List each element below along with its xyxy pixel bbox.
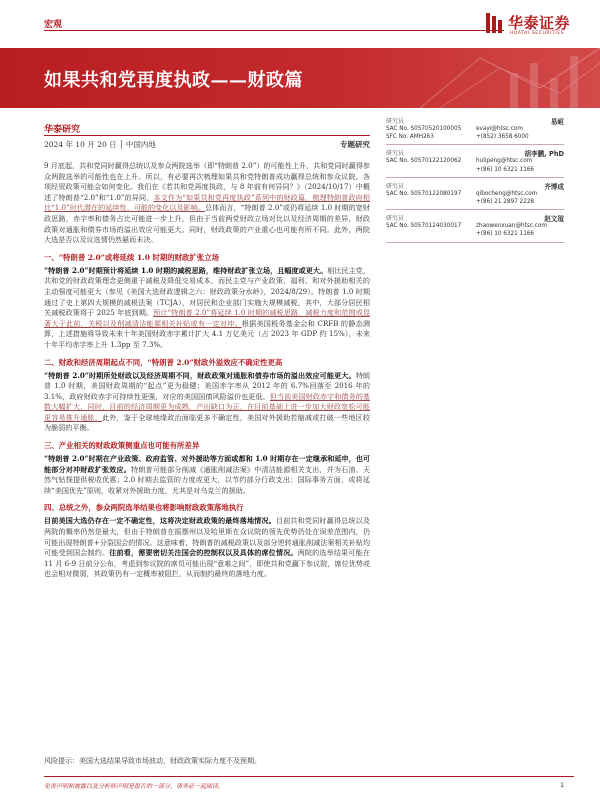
footer-divider: [44, 776, 574, 777]
report-date: 2024 年 10 月 20 日 │ 中国内地: [44, 140, 156, 149]
section-2-paragraph: “特朗普 2.0”时期所处财政以及经济周期不同，财政政策对通胀和债券市场的溢出效应可能更大。特朗普 1.0 时期，美国财政周期的“起点”更为稳健；美国赤字率从 2012 年的 6.7%回落至 2016 年的 3.1%，政府财政赤字可持续性更强，对应的美国国债风险溢价也更低。但当前美国财政赤字和债务的基数大幅扩大，同时，目前的经济周期更为成熟，产出缺口为正，在目前基础上进一步加大财政宽松可能更容易推升通胀。此外，鉴于全球地缘政治面临更多不确定性，美国对外援助若缩减或打破一些地区较为脆弱的平衡。: [44, 370, 371, 433]
analyst-name: 赵文瑄: [544, 215, 564, 224]
logo-mark-icon: [484, 12, 504, 34]
analyst-name: 齐博成: [544, 182, 564, 191]
section-1-title: 一、“特朗普 2.0”或将延续 1.0 时期的财政扩张立场: [44, 252, 219, 262]
category-tag: 宏观: [44, 20, 63, 30]
logo-en-text: HUATAI SECURITIES: [510, 31, 565, 36]
analyst-card: 研究员 胡李鹏, PhD SAC No. S0570122120062 hulipeng@htsc.com +(86) 10 6321 1166: [386, 148, 564, 177]
page-number: 1: [560, 781, 565, 789]
research-label: 华泰研究: [44, 125, 81, 135]
section-1-paragraph: “特朗普 2.0”时期预计将延续 1.0 时期的减税思路，维持财政扩张立场，且幅度或更大。相比民主党，共和党的财政政策理念更侧重于减税及降低交易成本，而民主党与产业政策、福利、和对外援助相关的主动强度可能更大（参见《美国大选财政逻辑之六：财政政策分水岭》，2024/8/29）。特朗普 1.0 时期通过了史上第四大规模的减税法案（TCJA），对居民和企业部门实施大规模减税，其中，大部分居民相关减税政策将于 2025 年底到期。预计“特朗普 2.0”将延续 1.0 时期的减税思路，减税力度和范围或显著大于此前，关税以及削减清洁能源相关补贴或有一定对冲。根据美国税务基金会和 CRFB 的静态测算，上述措施将导致未来十年美国财政赤字累计扩大 4.1 万亿美元（占 2023 年 GDP 约 15%），未来十年平均赤字率上升 1.3pp 至 7.3%。: [44, 265, 371, 349]
banner-decoration: [420, 48, 600, 108]
analyst-card: 研究员 齐博成 SAC No. S0570122080197 qibocheng@htsc.com +(86) 21 2897 2228: [386, 181, 564, 210]
section-2-title: 二、财政和经济周期起点不同，“特朗普 2.0”财政外溢效应不确定性更高: [44, 357, 283, 367]
report-body: [44, 161, 370, 580]
company-logo: [484, 12, 584, 40]
analyst-panel: [386, 116, 564, 246]
section-4-title: 四、总统之外，参众两院选举结果也将影响财政政策落地执行: [44, 503, 244, 513]
footer-disclaimer: 免责声明和披露以及分析师声明是报告的一部分，请务必一起阅读。: [44, 783, 225, 790]
page-header: [0, 0, 600, 44]
section-3-paragraph: “特朗普 2.0”时期在产业政策、政府监管、对外援助等方面或都和 1.0 时期存在一定继承和延申，也可能部分对冲财政扩张效应。特朗普可能部分削减《通胀削减法案》中清洁能源相关支出，并为石油、天然气钻探提供税收优惠；2.0 时期去监管的力度或更大，以节约部分行政支出；国际事务方面，或将延续“美国优先”原则，收紧对外援助力度，尤其是对乌克兰的援助。: [44, 454, 371, 495]
logo-cn-text: 华泰证券: [508, 14, 571, 32]
analyst-card: 研究员 易峘 SAC No. S0570520100005 evayi@htsc.com SFC No. AMH263 +(852) 3658 6000: [386, 116, 564, 145]
risk-warning: 风险提示：美国大选结果导致市场波动，财政政策实际力度不及预期。: [44, 757, 261, 765]
analyst-name: 易峘: [550, 118, 564, 126]
intro-paragraph: 9 月底起，共和党同时赢得总统以及参众两院选举（即“特朗普 2.0”）的可能性上升，共和党同时赢得参众两院选举的可能性也在上升。所以，有必要再次梳理如果共和党特朗普成功赢得总统和参众议院，各项经贸政策可能会如何变化。我们在《若共和党再度执政，与 8 年前有何异同？》（2024/10/17）中概述了特朗普“2.0”和“1.0”的异同，本文作为“如果共和党再度执政”系列中的财政篇，梳理特朗普政府相比“1.0”时代潜在的延续性、可能的变化以及影响。总体而言，“特朗普 2.0”或仍将延续 1.0 时期的宽财政思路，赤字率和债务占比可能进一步上升，但由于当前两党财政立场对比以及经济周期的差异，财政政策对通胀和债券市场的溢出效应可能更大。同时，财政政策的产业重心也可能有所不同。此外，两院大选是否以及议选情仍然悬而未决。: [44, 161, 370, 245]
report-meta: [44, 139, 370, 150]
report-title: 如果共和党再度执政——财政篇: [44, 70, 303, 91]
analyst-card: 研究员 赵文瑄 SAC No. S0570124030017 zhaowenxuan@htsc.com +(86) 10 6321 1166: [386, 213, 564, 242]
header-divider: [44, 30, 504, 31]
report-type: 专题研究: [340, 140, 370, 149]
section-3-title: 三、产业相关的财政政策侧重点也可能有所差异: [44, 441, 200, 451]
section-4-paragraph: 目前美国大选仍存在一定不确定性，这将决定财政政策的最终落地情况。目前共和党同时赢得总统以及两院的概率仍然是最大，但由于特朗普在摇摆州以及哈里斯在众议院的领先优势仍处在误差范围内，仍可能出现特朗普+分裂国会的情况。这意味着，特朗普的减税政策以及部分逆转通胀削减法案相关补贴均可能受到国会制约。往前看，需要密切关注国会的控制权以及具体的席位情况。两院的选举结果可能在 11 月 6-9 日前分公布，考虑到参议院的席员可能出现“意难之间”，即使共和党赢下参议院，席位优势或也会相对微弱，其政策仍有一定概率被阻拦，从而制约最终的落地力度。: [44, 516, 371, 579]
analyst-name: 胡李鹏, PhD: [524, 150, 564, 159]
meta-divider: [44, 135, 370, 136]
